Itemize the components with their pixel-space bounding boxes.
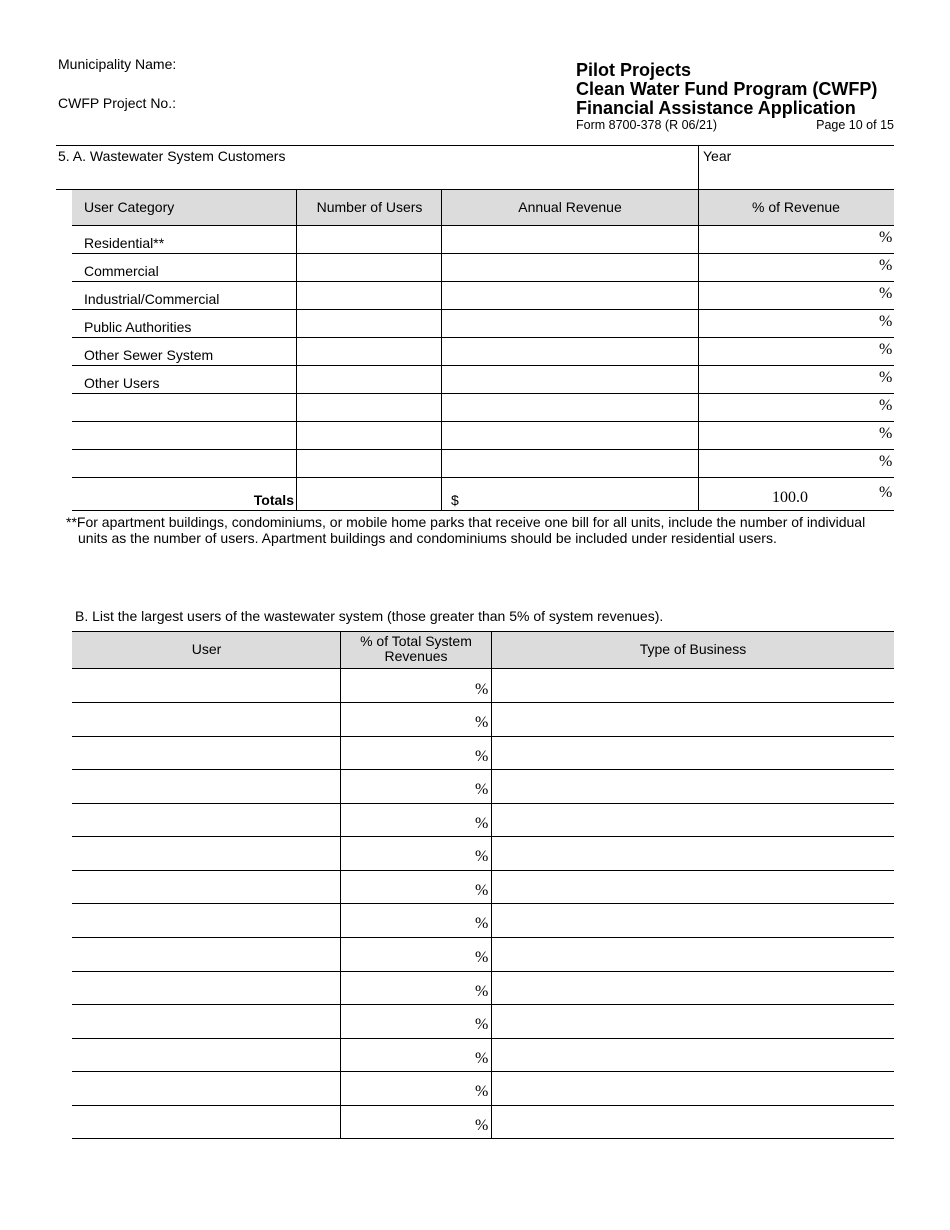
row-rule [72, 1138, 894, 1139]
business-type-field[interactable] [492, 770, 894, 802]
percent-sign: % [475, 815, 489, 832]
category-label: Commercial [84, 263, 159, 279]
col-pct-total-revenues [341, 634, 491, 664]
percent-sign: % [475, 983, 489, 1000]
col-number-of-users: Number of Users [316, 199, 423, 215]
pct-revenue-field[interactable] [699, 394, 874, 421]
annual-revenue-field[interactable] [442, 394, 698, 421]
user-field[interactable] [72, 804, 340, 836]
percent-sign: % [879, 229, 893, 246]
number-of-users-field[interactable] [297, 310, 441, 337]
pct-total-field[interactable] [341, 770, 471, 802]
business-type-field[interactable] [492, 871, 894, 903]
col-type-of-business: Type of Business [639, 641, 747, 657]
col-pct-line-2: Revenues [384, 648, 448, 664]
pct-total-field[interactable] [341, 670, 471, 702]
col-annual-revenue: Annual Revenue [518, 199, 622, 215]
annual-revenue-field[interactable] [442, 282, 698, 309]
pct-total-field[interactable] [341, 1005, 471, 1037]
category-label: Industrial/Commercial [84, 291, 220, 307]
totals-label: Totals [253, 492, 294, 508]
pct-total-field[interactable] [341, 938, 471, 970]
percent-sign: % [475, 1083, 489, 1100]
section-a-heading: 5. A. Wastewater System Customers [58, 148, 286, 164]
percent-sign: % [879, 313, 893, 330]
percent-sign: % [879, 425, 893, 442]
user-field[interactable] [72, 1039, 340, 1071]
business-type-field[interactable] [492, 1106, 894, 1138]
percent-sign: % [879, 369, 893, 386]
percent-sign: % [475, 1050, 489, 1067]
col-user: User [191, 641, 222, 657]
pct-revenue-field[interactable] [699, 254, 874, 281]
number-of-users-field[interactable] [297, 366, 441, 393]
form-title-program: Clean Water Fund Program (CWFP) [576, 79, 878, 99]
category-label: Public Authorities [84, 319, 192, 335]
number-of-users-field[interactable] [297, 394, 441, 421]
business-type-field[interactable] [492, 670, 894, 702]
totals-percent-value: 100.0 [772, 489, 808, 506]
annual-revenue-field[interactable] [442, 310, 698, 337]
category-field[interactable] [72, 422, 296, 449]
annual-revenue-field[interactable] [442, 422, 698, 449]
total-revenue-field[interactable] [462, 478, 698, 510]
user-field[interactable] [72, 737, 340, 769]
pct-total-field[interactable] [341, 837, 471, 869]
form-title-pilot: Pilot Projects [576, 60, 692, 80]
pct-revenue-field[interactable] [699, 338, 874, 365]
user-field[interactable] [72, 837, 340, 869]
pct-total-field[interactable] [341, 871, 471, 903]
user-field[interactable] [72, 770, 340, 802]
section-b-header-bottom-rule [72, 668, 894, 669]
col-pct-revenue: % of Revenue [752, 199, 840, 215]
number-of-users-field[interactable] [297, 226, 441, 253]
annual-revenue-field[interactable] [442, 366, 698, 393]
category-label: Residential** [84, 235, 165, 251]
business-type-field[interactable] [492, 972, 894, 1004]
page-number: Page 10 of 15 [816, 118, 894, 132]
category-label: Other Sewer System [84, 347, 214, 363]
percent-sign: % [475, 949, 489, 966]
percent-sign: % [879, 285, 893, 302]
number-of-users-field[interactable] [297, 282, 441, 309]
pct-revenue-field[interactable] [699, 366, 874, 393]
section-b-header-top-rule [72, 631, 894, 632]
percent-sign: % [475, 714, 489, 731]
pct-total-field[interactable] [341, 1039, 471, 1071]
business-type-field[interactable] [492, 1039, 894, 1071]
number-of-users-field[interactable] [297, 422, 441, 449]
municipality-name-field[interactable] [185, 52, 555, 74]
pct-total-field[interactable] [341, 1106, 471, 1138]
percent-sign: % [879, 257, 893, 274]
year-field[interactable] [740, 148, 890, 186]
business-type-field[interactable] [492, 804, 894, 836]
pct-total-field[interactable] [341, 904, 471, 936]
pct-revenue-field[interactable] [699, 226, 874, 253]
business-type-field[interactable] [492, 938, 894, 970]
totals-bottom-rule [72, 510, 894, 511]
category-field[interactable] [72, 394, 296, 421]
year-label: Year [703, 148, 732, 164]
number-of-users-field[interactable] [297, 450, 441, 477]
pct-total-field[interactable] [341, 972, 471, 1004]
user-field[interactable] [72, 871, 340, 903]
user-field[interactable] [72, 1072, 340, 1104]
section-a-header-top-rule [56, 189, 894, 190]
category-label: Other Users [84, 375, 160, 391]
user-field[interactable] [72, 670, 340, 702]
number-of-users-field[interactable] [297, 254, 441, 281]
col-user-category: User Category [84, 199, 175, 215]
pct-revenue-field[interactable] [699, 422, 874, 449]
year-divider [698, 145, 699, 190]
pct-revenue-field[interactable] [699, 310, 874, 337]
percent-sign: % [475, 882, 489, 899]
percent-sign: % [879, 397, 893, 414]
user-field[interactable] [72, 904, 340, 936]
total-users-field[interactable] [297, 478, 441, 510]
project-number-field[interactable] [185, 91, 555, 113]
percent-sign: % [475, 781, 489, 798]
col-pct-line-1: % of Total System [360, 633, 472, 649]
percent-sign: % [475, 1016, 489, 1033]
percent-sign: % [475, 748, 489, 765]
user-field[interactable] [72, 1106, 340, 1138]
category-field[interactable] [72, 450, 296, 477]
section-a-top-rule [56, 145, 894, 146]
business-type-field[interactable] [492, 703, 894, 735]
annual-revenue-field[interactable] [442, 254, 698, 281]
pct-revenue-field[interactable] [699, 282, 874, 309]
municipality-name-label: Municipality Name: [58, 56, 177, 72]
annual-revenue-field[interactable] [442, 338, 698, 365]
footnote-line-2: units as the number of users. Apartment buildings and condominiums should be included under residential users. [78, 530, 777, 546]
percent-sign: % [475, 681, 489, 698]
number-of-users-field[interactable] [297, 338, 441, 365]
user-field[interactable] [72, 938, 340, 970]
form-number: Form 8700-378 (R 06/21) [576, 118, 718, 132]
totals-dollar-sign: $ [451, 492, 459, 508]
user-field[interactable] [72, 703, 340, 735]
business-type-field[interactable] [492, 1072, 894, 1104]
business-type-field[interactable] [492, 837, 894, 869]
pct-total-field[interactable] [341, 1072, 471, 1104]
business-type-field[interactable] [492, 737, 894, 769]
percent-sign: % [879, 341, 893, 358]
business-type-field[interactable] [492, 904, 894, 936]
pct-total-field[interactable] [341, 737, 471, 769]
percent-sign: % [475, 915, 489, 932]
percent-sign: % [475, 1117, 489, 1134]
percent-sign: % [475, 848, 489, 865]
percent-sign: % [879, 484, 893, 501]
annual-revenue-field[interactable] [442, 450, 698, 477]
user-field[interactable] [72, 972, 340, 1004]
project-number-label: CWFP Project No.: [58, 95, 176, 111]
section-b-heading: B. List the largest users of the wastewater system (those greater than 5% of system revenues). [75, 608, 664, 624]
annual-revenue-field[interactable] [442, 226, 698, 253]
user-field[interactable] [72, 1005, 340, 1037]
business-type-field[interactable] [492, 1005, 894, 1037]
percent-sign: % [879, 453, 893, 470]
footnote-line-1: **For apartment buildings, condominiums, or mobile home parks that receive one bill for all units, include the number of individual [66, 514, 866, 530]
pct-revenue-field[interactable] [699, 450, 874, 477]
pct-total-field[interactable] [341, 804, 471, 836]
pct-total-field[interactable] [341, 703, 471, 735]
form-title-application: Financial Assistance Application [576, 98, 856, 118]
